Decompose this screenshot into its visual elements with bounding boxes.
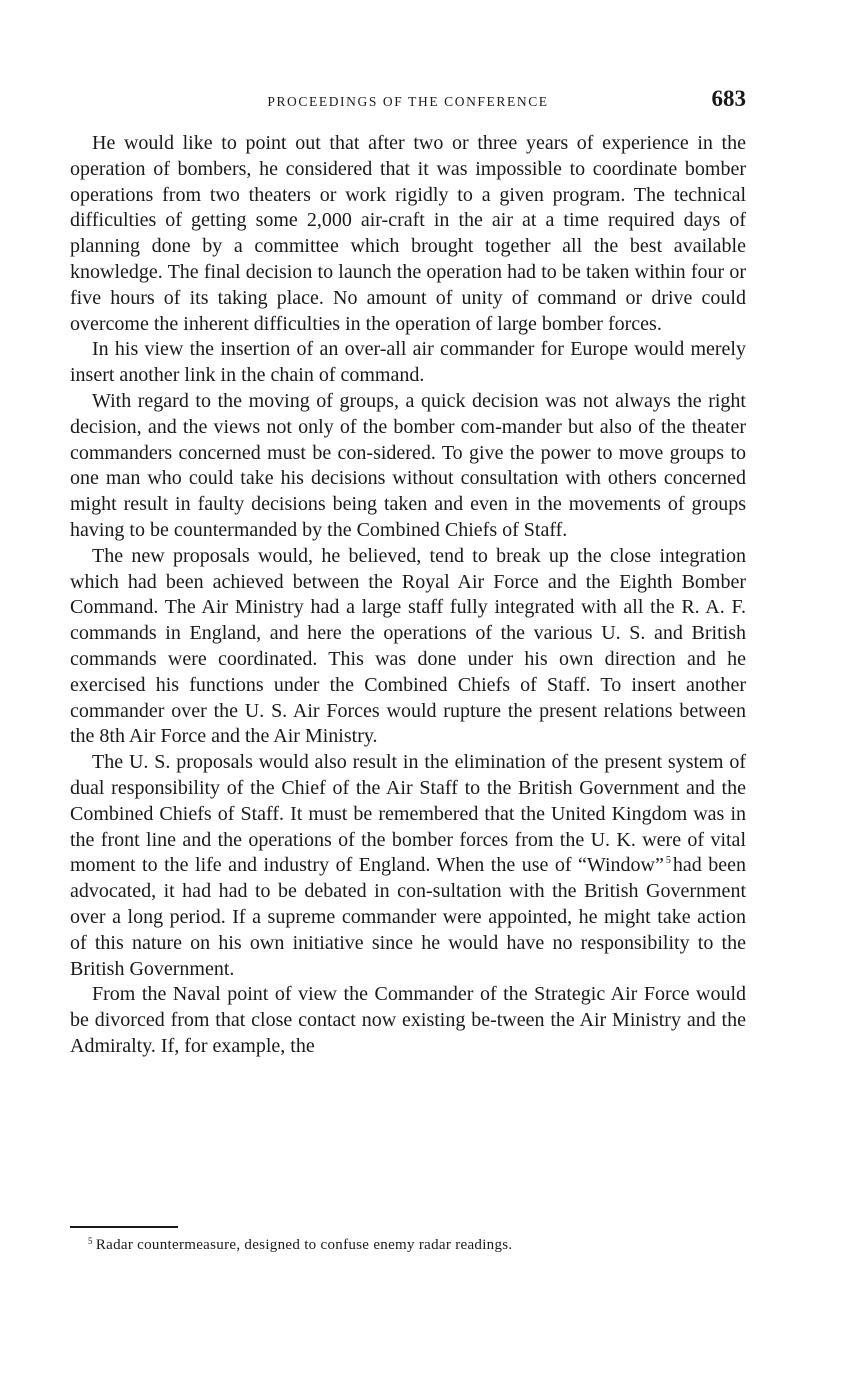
paragraph: With regard to the moving of groups, a quick decision was not always the right decision, and the views not only of the bomber com-mander but also of the theater commanders concerned must be con-sidered. To give the power to move groups to one man who could take his decisions without consultation with others concerned might result in faulty decisions being taken and even in the movements of groups having to be countermanded by the Combined Chiefs of Staff. [70, 389, 746, 541]
footnote-text: Radar countermeasure, designed to confuse enemy radar readings. [95, 1237, 513, 1253]
body-text [70, 131, 746, 1060]
paragraph: He would like to point out that after two or three years of experience in the operation of bombers, he considered that it was impossible to coordinate bomber operations from two theaters or work rigidly to a given program. The technical difficulties of getting some 2,000 air-craft in the air at a time required days of planning done by a committee which brought together all the best available knowledge. The final decision to launch the operation had to be taken within four or five hours of its taking place. No amount of unity of command or drive could overcome the inherent difficulties in the operation of large bomber forces. [70, 132, 746, 335]
footnote [88, 1235, 746, 1255]
paragraph: The new proposals would, he believed, tend to break up the close integration which had been achieved between the Royal Air Force and the Eighth Bomber Command. The Air Ministry had a large staff fully integrated with all the R. A. F. commands in England, and here the operations of the various U. S. and British commands were coordinated. This was done under his own direction and he exercised his functions under the Combined Chiefs of Staff. To insert another commander over the U. S. Air Forces would rupture the present relations between the 8th Air Force and the Air Ministry. [70, 544, 746, 748]
paragraph-text: had been advocated, it had had to be debated in con-sultation with the British Government over a long period. If a supreme commander were appointed, he might take action of this nature on his own initiative since he would have no responsibility to the British Government. [70, 854, 746, 980]
running-title: PROCEEDINGS OF THE CONFERENCE [267, 94, 549, 109]
page-number: 683 [711, 86, 746, 111]
paragraph: From the Naval point of view the Commander of the Strategic Air Force would be divorced from that close contact now existing be-tween the Air Ministry and the Admiralty. If, for example, the [70, 983, 746, 1057]
paragraph-text: The U. S. proposals would also result in the elimination of the present system of dual responsibility of the Chief of the Air Staff to the British Government and the Combined Chiefs of Staff. It must be remembered that the United Kingdom was in the front line and the operations of the bomber forces from the U. K. were of vital moment to the life and industry of England. When the use of “Window” [70, 751, 746, 877]
running-head [70, 86, 746, 120]
footnote-mark: 5 [88, 1236, 93, 1246]
footnote-reference: 5 [665, 855, 671, 867]
paragraph: In his view the insertion of an over-all air commander for Europe would merely insert another link in the chain of command. [70, 338, 746, 387]
paragraph [70, 750, 746, 982]
footnote-divider [70, 1226, 178, 1228]
